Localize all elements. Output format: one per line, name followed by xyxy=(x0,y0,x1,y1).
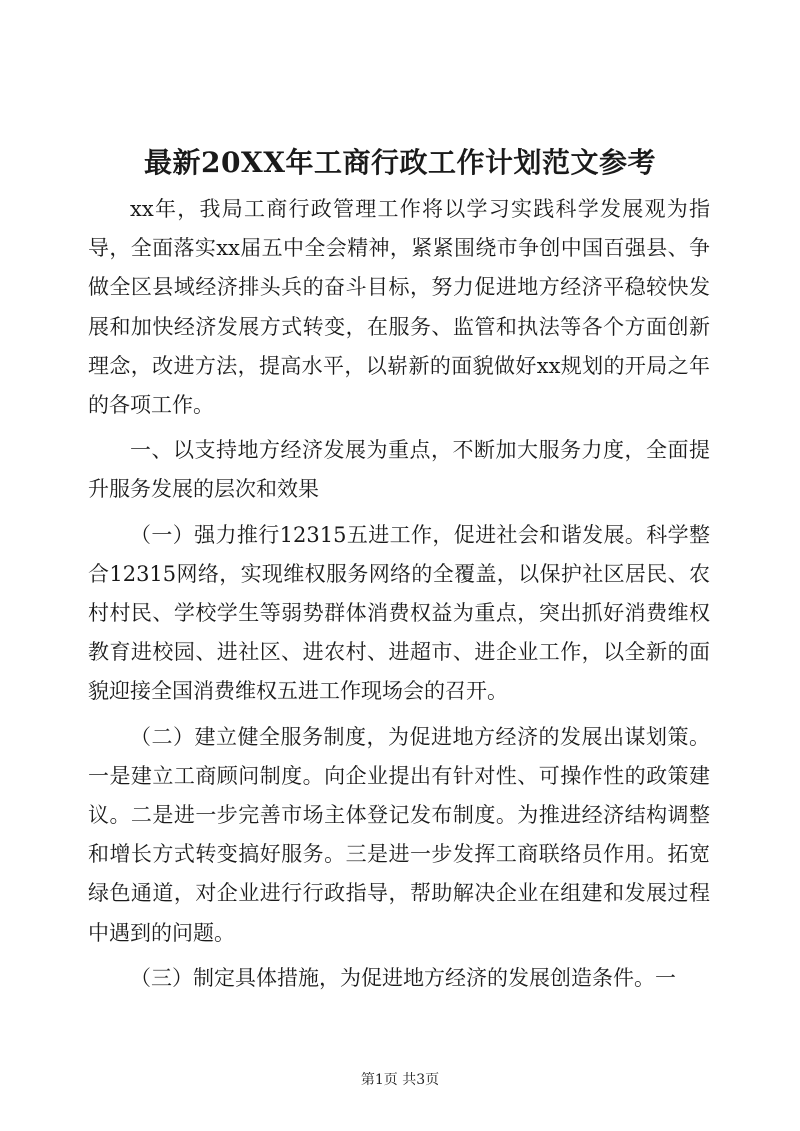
paragraph-intro: xx年，我局工商行政管理工作将以学习实践科学发展观为指导，全面落实xx届五中全会精神，紧紧围绕市争创中国百强县、争做全区县域经济排头兵的奋斗目标，努力促进地方经济平稳较快发展和加快经济发展方式转变，在服务、监管和执法等各个方面创新理念，改进方法，提高水平，以崭新的面貌做好xx规划的开局之年的各项工作。 xyxy=(88,197,710,418)
page-footer: 第1页 共3页 xyxy=(360,1072,440,1088)
document-body xyxy=(88,190,710,1004)
document-title: 最新20XX年工商行政工作计划范文参考 xyxy=(144,146,656,179)
paragraph-section-heading: 一、以支持地方经济发展为重点，不断加大服务力度，全面提升服务发展的层次和效果 xyxy=(88,438,710,502)
paragraph-item-2: （二）建立健全服务制度，为促进地方经济的发展出谋划策。一是建立工商顾问制度。向企业提出有针对性、可操作性的政策建议。二是进一步完善市场主体登记发布制度。为推进经济结构调整和增长方式转变搞好服务。三是进一步发挥工商联络员作用。拓宽绿色通道，对企业进行行政指导，帮助解决企业在组建和发展过程中遇到的问题。 xyxy=(88,724,710,945)
paragraph-item-3: （三）制定具体措施，为促进地方经济的发展创造条件。一 xyxy=(130,965,676,990)
paragraph-item-1: （一）强力推行12315五进工作，促进社会和谐发展。科学整合12315网络，实现维权服务网络的全覆盖，以保护社区居民、农村村民、学校学生等弱势群体消费权益为重点，突出抓好消费维权教育进校园、进社区、进农村、进超市、进企业工作，以全新的面貌迎接全国消费维权五进工作现场会的召开。 xyxy=(88,522,710,704)
